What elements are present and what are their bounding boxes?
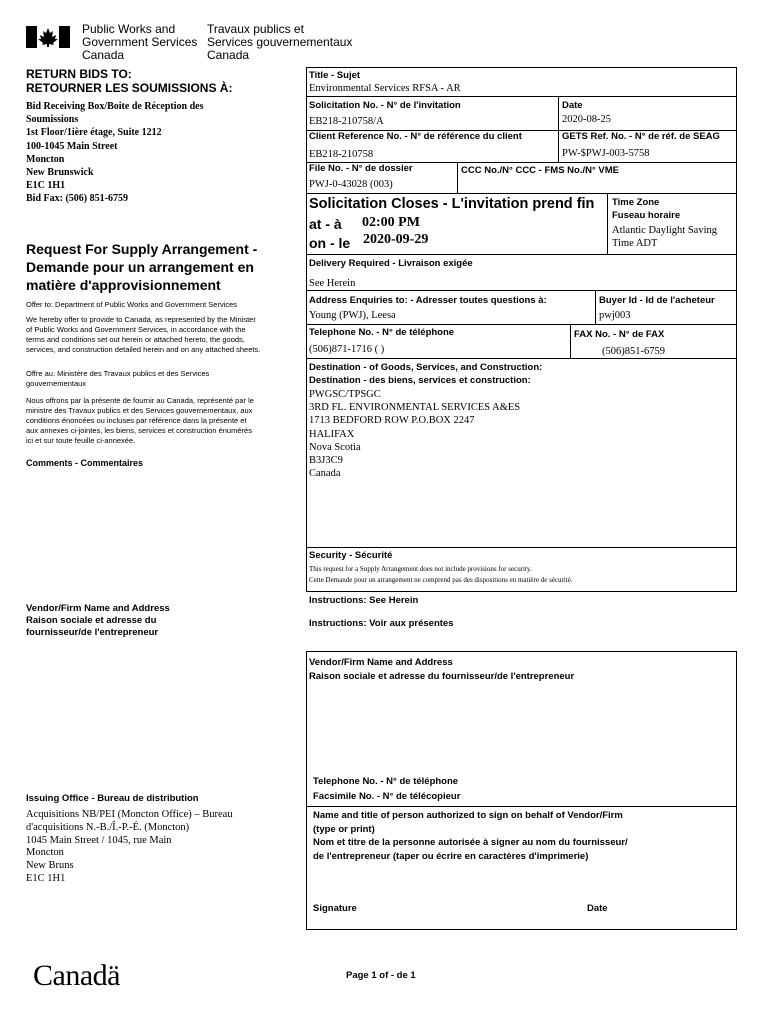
- at-label: at - à: [309, 216, 342, 232]
- file-no-value: PWJ-0-43028 (003): [309, 179, 393, 190]
- date-value: 2020-08-25: [562, 114, 611, 125]
- closing-date-value: 2020-09-29: [363, 232, 429, 247]
- security-text: This request for a Supply Arrangement does not include provisions for security. Cette Demande pour un arrangement ne comprend pas des dispositions en matière de sécurité.: [309, 565, 573, 584]
- canada-wordmark: Canadä: [33, 959, 120, 992]
- return-bids-address: Bid Receiving Box/Boite de Réception des Soumissions 1st Floor/1ière étage, Suite 1212 100-1045 Main Street Moncton New Brunswick E1C 1H1 Bid Fax: (506) 851-6759: [26, 101, 204, 205]
- fax-label: FAX No. - N° de FAX: [574, 329, 665, 340]
- file-no-label: File No. - N° de dossier: [309, 163, 413, 174]
- authorized-signer-label: Name and title of person authorized to sign on behalf of Vendor/Firm (type or print) Nom et titre de la personne autorisée à signer au nom du fournisseur/ de l'entrepreneur (taper ou écrire en caractères d'imprimerie): [313, 810, 628, 862]
- department-name-fr: Travaux publics et Services gouvernementaux Canada: [207, 22, 353, 62]
- vendor-telephone-label: Telephone No. - N° de téléphone: [313, 776, 459, 787]
- page-number: Page 1 of - de 1: [346, 970, 416, 981]
- return-bids-title: RETURN BIDS TO: RETOURNER LES SOUMISSIONS À:: [26, 67, 233, 95]
- gets-ref-value: PW-$PWJ-003-5758: [562, 148, 650, 159]
- vendor-firm-label-left: Vendor/Firm Name and Address Raison sociale et adresse du fournisseur/de l'entrepreneur: [26, 603, 170, 638]
- offer-to: Offer to: Department of Public Works and Government Services: [26, 300, 238, 309]
- destination-label: Destination - of Goods, Services, and Construction: Destination - des biens, services et construction:: [309, 362, 543, 386]
- issuing-office-label: Issuing Office - Bureau de distribution: [26, 793, 199, 804]
- buyer-id-value: pwj003: [599, 310, 631, 321]
- offre-au: Offre au: Ministère des Travaux publics et des Services gouvernementaux: [26, 369, 210, 388]
- issuing-office-address: Acquisitions NB/PEI (Moncton Office) – Bureau d'acquisitions N.-B./Î.-P.-É. (Moncton) 1045 Main Street / 1045, rue Main Moncton New Bruns E1C 1H1: [26, 809, 233, 884]
- instructions-en: Instructions: See Herein: [309, 595, 419, 606]
- telephone-label: Telephone No. - N° de téléphone: [309, 327, 455, 338]
- solicitation-no-value: EB218-210758/A: [309, 116, 384, 127]
- solicitation-closes-title: Solicitation Closes - L'invitation prend fin: [309, 196, 595, 212]
- delivery-required-label: Delivery Required - Livraison exigée: [309, 258, 473, 269]
- buyer-id-label: Buyer Id - Id de l'acheteur: [599, 295, 715, 306]
- security-label: Security - Sécurité: [309, 550, 393, 561]
- destination-value: PWGSC/TPSGC 3RD FL. ENVIRONMENTAL SERVICES A&ES 1713 BEDFORD ROW P.O.BOX 2247 HALIFAX Nova Scotia B3J3C9 Canada: [309, 389, 521, 480]
- telephone-value: (506)871-1716 ( ): [309, 344, 385, 355]
- comments-label: Comments - Commentaires: [26, 458, 144, 468]
- time-zone-value: Atlantic Daylight Saving Time ADT: [612, 225, 717, 249]
- department-name-en: Public Works and Government Services Canada: [82, 22, 198, 62]
- date-label: Date: [562, 100, 583, 111]
- address-enquiries-value: Young (PWJ), Leesa: [309, 310, 396, 321]
- time-zone-label: Time Zone Fuseau horaire: [612, 197, 681, 221]
- on-label: on - le: [309, 235, 351, 251]
- rfsa-title: Request For Supply Arrangement - Demande pour un arrangement en matière d'approvisionnement: [26, 241, 258, 293]
- solicitation-no-label: Solicitation No. - N° de l'invitation: [309, 100, 461, 111]
- offer-text: We hereby offer to provide to Canada, as represented by the Minister of Public Works and Government Services, in accordance with the terms and conditions set out herein or attached hereto, the goods, services, and construction detailed herein and on any attached sheets.: [26, 315, 261, 354]
- signature-date-label: Date: [587, 903, 608, 914]
- title-value: Environmental Services RFSA - AR: [309, 83, 461, 94]
- instructions-fr: Instructions: Voir aux présentes: [309, 618, 454, 629]
- canada-flag-icon: [26, 26, 70, 48]
- ccc-no-label: CCC No./N° CCC - FMS No./N° VME: [461, 165, 620, 176]
- client-reference-value: EB218-210758: [309, 149, 374, 160]
- title-label: Title - Sujet: [309, 70, 361, 81]
- closing-time-value: 02:00 PM: [362, 215, 420, 230]
- delivery-required-value: See Herein: [309, 278, 356, 289]
- offre-text: Nous offrons par la présente de fournir au Canada, représenté par le ministre des Travaux publics et des Services gouvernementaux, aux conditions énoncées ou incluses par référence dans la présente et aux annexes ci-jointes, les biens, services et construction énumérés ici et sur toute feuille ci-annexée.: [26, 396, 254, 445]
- gets-ref-label: GETS Ref. No. - N° de réf. de SEAG: [562, 131, 720, 142]
- fax-value: (506)851-6759: [602, 346, 665, 357]
- vendor-fax-label: Facsimile No. - N° de télécopieur: [313, 791, 461, 802]
- signature-label: Signature: [313, 903, 357, 914]
- address-enquiries-label: Address Enquiries to: - Adresser toutes questions à:: [309, 295, 547, 306]
- vendor-box-label: Vendor/Firm Name and Address Raison sociale et adresse du fournisseur/de l'entrepreneur: [309, 657, 575, 682]
- client-reference-label: Client Reference No. - N° de référence du client: [309, 131, 522, 142]
